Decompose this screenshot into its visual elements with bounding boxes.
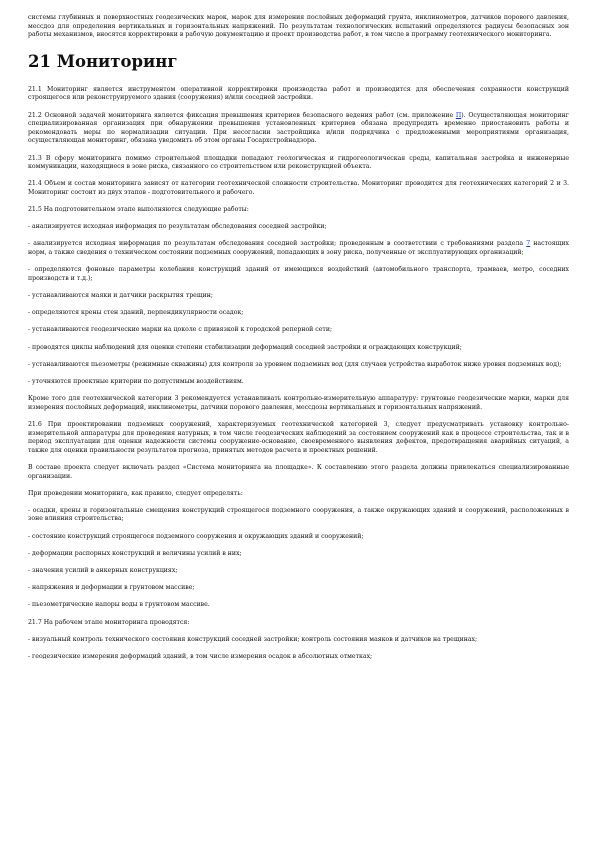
section-7-link[interactable]: 7: [526, 240, 531, 248]
paragraph-21-1: 21.1 Мониторинг является инструментом оперативной корректировки производства работ и производится для обеспечения сохранности конструкций строящегося или реконструируемого здания (сооружения) и/или соседней застройки.: [28, 85, 569, 102]
list-item: - анализируется исходная информация по результатам обследования соседней застройки;: [28, 223, 327, 231]
appendix-link[interactable]: П: [455, 111, 462, 119]
category-3-paragraph: Кроме того для геотехнической категории 3 рекомендуется устанавливать контрольно-измерительную аппаратуру: грунтовые геодезические марки, марки для измерения послойных деформаций, инклинометры, датчики порового давления, мессдозы вертикальных и горизонтальных напряжений.: [28, 395, 569, 411]
list-item: - определяются фоновые параметры колебания конструкций зданий от имеющихся воздействий (автомобильного транспорта, трамваев, метро, соседних производств и т.д.);: [28, 266, 569, 282]
list-item: - значения усилий в анкерных конструкциях;: [28, 567, 178, 575]
list-item: - устанавливаются маяки и датчики раскрытия трещин;: [28, 292, 213, 300]
list-item: - деформации распорных конструкций и величины усилий в них;: [28, 549, 242, 557]
paragraph-21-5: 21.5 На подготовительном этапе выполняются следующие работы:: [28, 206, 249, 214]
paragraph-21-4: 21.4 Объем и состав мониторинга зависят от категории геотехнической сложности строительства. Мониторинг проводится для геотехнических категорий 2 и 3. Мониторинг состоит из двух этапов - подготовительного и рабочего.: [28, 180, 569, 196]
paragraph-21-7: 21.7 На рабочем этапе мониторинга проводятся:: [28, 618, 190, 626]
list-item: [28, 240, 569, 257]
paragraph-21-2: [28, 112, 569, 146]
paragraph-21-3: 21.3 В сферу мониторинга помимо строительной площадки попадают геологическая и гидрогеологическая среды, капитальная застройка и инженерные коммуникации, находящиеся в зоне риска, связанного со строительством или реконструкцией объекта.: [28, 154, 569, 171]
list-item-text: - анализируется исходная информация по результатам обследования соседней застройки; проведенным в соответствии с требованиями раздела: [28, 240, 527, 248]
section-title: 21 Мониторинг: [28, 51, 178, 71]
list-item: - устанавливаются геодезические марки на цоколе с привязкой к городской реперной сети;: [28, 326, 333, 334]
list-item: - осадки, крены и горизонтальные смещения конструкций строящегося подземного сооружения, а также окружающих зданий и сооружений, расположенных в зоне влияния строительства;: [28, 506, 569, 523]
paragraph-21-6: 21.6 При проектировании подземных сооружений, характеризуемых геотехнической категорией 3, следует предусматривать установку контрольно-измерительной аппаратуры для проведения натурных, в том числе геодезических наблюдений за состоянием сооружений как в процессе строительства, так и в период эксплуатации для оценки надежности системы сооружение-основание, своевременного выявления дефектов, предотвращения аварийных ситуаций, а также для оценки правильности результатов прогноза, принятых методов расчета и проектных решений.: [28, 420, 569, 454]
intro-paragraph: системы глубинных и поверхностных геодезических марок, марок для измерения послойных деформаций грунта, инклинометров, датчиков порового давления, мессдоз для определения вертикальных и горизонтальных напряжений. По результатам технологических испытаний определяются радиусы безопасных зон работы механизмов, вносятся корректировки в рабочую документацию и проект производства работ, в том числе в программу геотехнического мониторинга.: [28, 14, 569, 39]
list-item: - определяются крены стен зданий, перпендикулярности осадок;: [28, 309, 244, 317]
list-item: - проводятся циклы наблюдений для оценки степени стабилизации деформаций соседней застройки и ограждающих конструкций;: [28, 343, 462, 351]
monitoring-section-paragraph: В составе проекта следует включать раздел «Система мониторинга на площадке». К составлению этого раздела должны привлекаться специализированные организации.: [28, 463, 569, 480]
list-item: - напряжения и деформации в грунтовом массиве;: [28, 584, 195, 592]
monitoring-intro-paragraph: При проведении мониторинга, как правило, следует определять:: [28, 489, 243, 497]
paragraph-21-2-text: 21.2 Основной задачей мониторинга является фиксация превышения критериев безопасного ведения работ (см. приложение: [28, 111, 456, 119]
list-item: - устанавливаются пьезометры (режимные скважины) для контроля за уровнем подземных вод (для случаев устройства выработок ниже уровня подземных вод);: [28, 360, 562, 368]
paragraph-21-2-text-end: ). Осуществляющая мониторинг специализированная организация при обнаружении превышения установленных критериев обязана предупредить временно приостановить работы и рекомендовать меры по нормализации ситуации. При несогласии застройщика и/или подрядчика с предложенными мероприятиями организация, осуществляющая мониторинг, обязана уведомить об этом органы Госархстройнадзора.: [28, 111, 569, 145]
list-item: - уточняются проектные критерии по допустимым воздействиям.: [28, 377, 244, 385]
list-item-text-end: настоящих норм, а также сведения о техническом состоянии подземных сооружений, попадающих в зону риска, полученные от эксплуатирующих организаций;: [28, 240, 569, 257]
list-item: - состояние конструкций строящегося подземного сооружения и окружающих зданий и сооружений;: [28, 532, 364, 540]
list-item: - пьезометрические напоры воды в грунтовом массиве.: [28, 601, 210, 609]
list-item: - геодезические измерения деформаций зданий, в том числе измерения осадок в абсолютных отметках;: [28, 652, 373, 660]
list-item: - визуальный контроль технического состояния конструкций соседней застройки; контроль состояния маяков и датчиков на трещинах;: [28, 635, 478, 643]
